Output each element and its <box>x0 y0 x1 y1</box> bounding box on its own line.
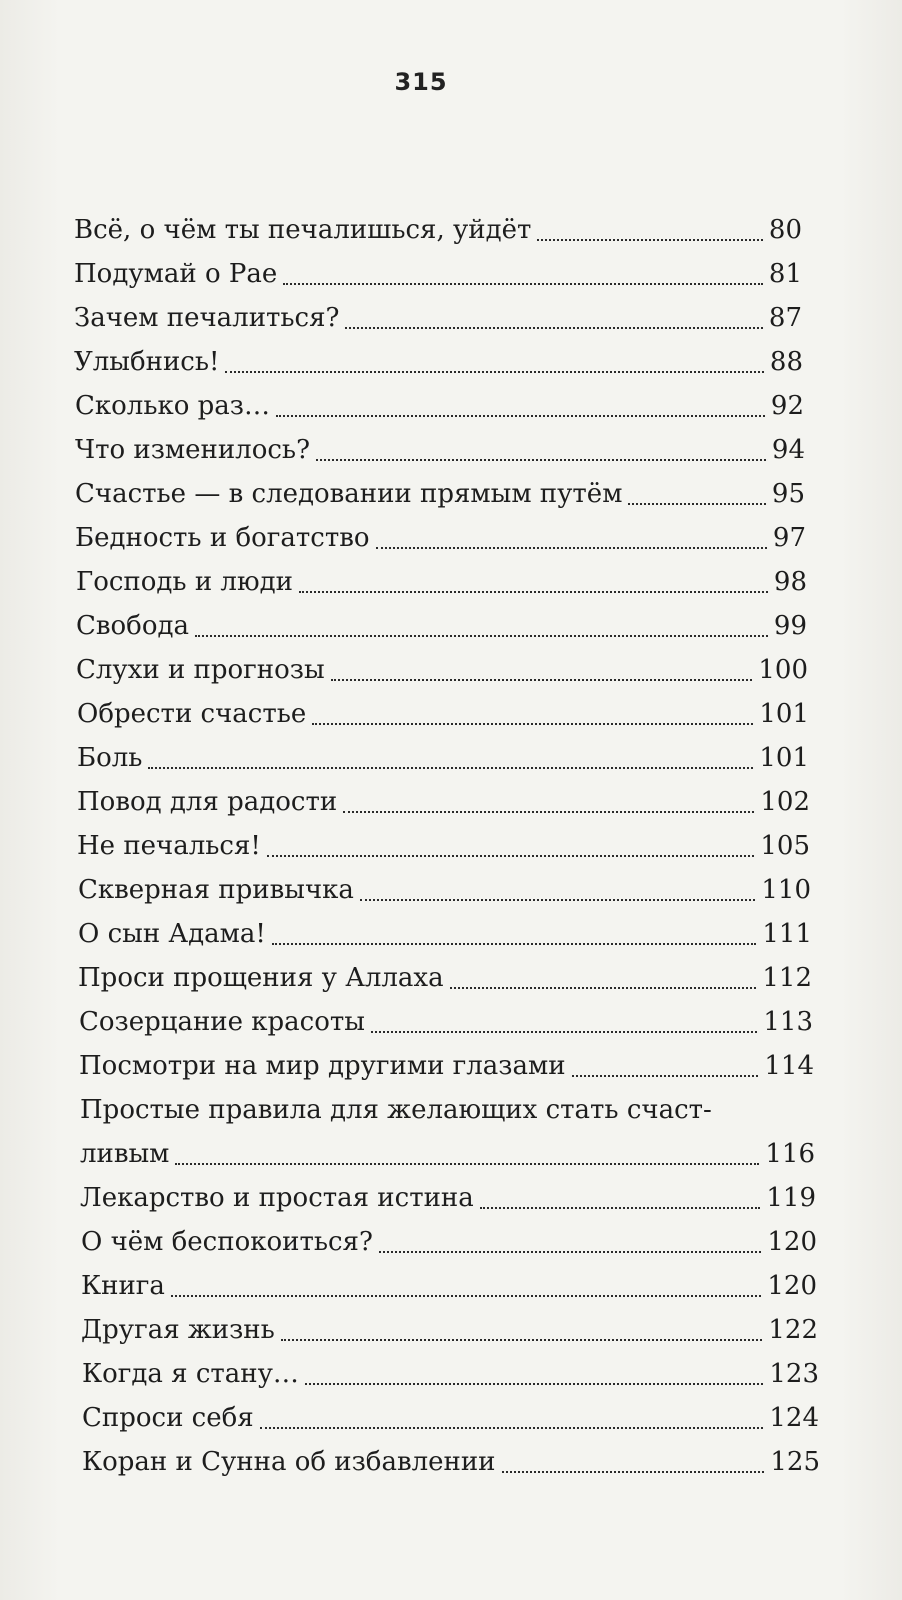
toc-entry-page: 100 <box>758 655 808 685</box>
dot-leader <box>312 723 753 725</box>
toc-entry-title: Проси прощения у Аллаха <box>78 963 444 993</box>
dot-leader <box>272 943 757 945</box>
toc-entry-title: Обрести счастье <box>77 699 307 729</box>
dot-leader <box>537 239 763 241</box>
toc-entry-title: Созерцание красоты <box>79 1007 365 1037</box>
toc-entry-title: Слухи и прогнозы <box>76 655 325 685</box>
toc-entry-page: 111 <box>762 919 812 949</box>
toc-entry-page: 116 <box>765 1139 815 1169</box>
dot-leader <box>267 855 755 857</box>
toc-entry <box>76 606 807 646</box>
toc-entry-page: 97 <box>772 523 806 553</box>
toc-entry <box>74 210 802 250</box>
dot-leader <box>628 503 765 505</box>
toc-entry-title: О сын Адама! <box>78 919 266 949</box>
toc-entry <box>82 1398 819 1438</box>
toc-entry <box>77 738 809 778</box>
toc-entry-title: Зачем печалиться? <box>74 303 340 333</box>
toc-entry-title: Подумай о Рае <box>74 259 278 289</box>
dot-leader <box>450 987 757 989</box>
toc-entry-title: Сколько раз… <box>75 391 270 421</box>
toc-entry-page: 98 <box>773 567 807 597</box>
toc-entry <box>74 342 803 382</box>
toc-entry-page: 120 <box>767 1271 817 1301</box>
toc-entry-page: 125 <box>770 1447 820 1477</box>
toc-entry <box>78 870 811 910</box>
toc-entry-page: 113 <box>763 1007 813 1037</box>
dot-leader <box>343 811 754 813</box>
dot-leader <box>316 459 766 461</box>
dot-leader <box>572 1075 759 1077</box>
toc-entry <box>74 298 802 338</box>
toc-entry-page: 114 <box>764 1051 814 1081</box>
dot-leader <box>379 1251 761 1253</box>
dot-leader <box>371 1031 757 1033</box>
toc-entry-page: 110 <box>761 875 811 905</box>
dot-leader <box>225 371 763 373</box>
toc-entry-page: 95 <box>771 479 805 509</box>
page-number: 315 <box>394 68 448 96</box>
toc-entry <box>79 1002 813 1042</box>
toc-entry <box>80 1134 815 1174</box>
toc-entry-page: 92 <box>770 391 804 421</box>
toc-entry-page: 81 <box>768 259 802 289</box>
dot-leader <box>281 1339 763 1341</box>
toc-entry-page: 105 <box>760 831 810 861</box>
dot-leader <box>502 1471 765 1473</box>
toc-entry <box>81 1310 818 1350</box>
toc-entry <box>76 650 808 690</box>
dot-leader <box>376 547 767 549</box>
toc-entry-page: 124 <box>769 1403 819 1433</box>
toc-entry-title: Скверная привычка <box>78 875 354 905</box>
toc-entry <box>79 1046 814 1086</box>
toc-entry-title: Что изменилось? <box>75 435 311 465</box>
toc-entry <box>77 782 810 822</box>
dot-leader <box>283 283 763 285</box>
toc-entry-title: Спроси себя <box>82 1403 254 1433</box>
toc-entry-title: Свобода <box>76 611 190 641</box>
dot-leader <box>305 1383 763 1385</box>
toc-entry-page: 94 <box>771 435 805 465</box>
toc-entry <box>75 518 806 558</box>
toc-entry <box>81 1266 817 1306</box>
toc-entry <box>75 430 805 470</box>
toc-entry <box>75 386 804 426</box>
toc-entry-title: О чём беспокоиться? <box>81 1227 373 1257</box>
toc-entry-page: 80 <box>768 215 802 245</box>
toc-entry <box>76 562 807 602</box>
toc-entry-title: Боль <box>77 743 143 773</box>
dot-leader <box>175 1163 759 1165</box>
dot-leader <box>360 899 755 901</box>
toc-entry <box>82 1442 820 1482</box>
toc-entry-page: 99 <box>773 611 807 641</box>
toc-entry <box>82 1354 819 1394</box>
toc-entry-title-line1: Простые правила для желающих стать счаст- <box>80 1095 712 1125</box>
dot-leader <box>148 767 753 769</box>
toc-entry <box>78 914 812 954</box>
toc-entry-title: Не печалься! <box>77 831 261 861</box>
toc-entry-page: 119 <box>766 1183 816 1213</box>
toc-entry-title: Улыбнись! <box>74 347 220 377</box>
toc-entry-page: 122 <box>768 1315 818 1345</box>
toc-entry <box>78 958 812 998</box>
dot-leader <box>480 1207 761 1209</box>
toc-entry-page: 88 <box>769 347 803 377</box>
toc-entry-page: 102 <box>760 787 810 817</box>
dot-leader <box>195 635 768 637</box>
toc-entry-title: Другая жизнь <box>81 1315 275 1345</box>
toc-entry-title: Посмотри на мир другими глазами <box>79 1051 566 1081</box>
toc-entry-page: 87 <box>768 303 802 333</box>
dot-leader <box>299 591 768 593</box>
toc-entry-title: Всё, о чём ты печалишься, уйдёт <box>74 215 532 245</box>
toc-entry-title: ливым <box>80 1139 170 1169</box>
toc-entry-title: Книга <box>81 1271 165 1301</box>
toc-entry-page: 101 <box>759 743 809 773</box>
dot-leader <box>171 1295 761 1297</box>
toc-entry-title: Лекарство и простая истина <box>80 1183 474 1213</box>
toc-entry <box>81 1222 817 1262</box>
toc-entry <box>74 254 802 294</box>
dot-leader <box>260 1427 764 1429</box>
toc-entry-title: Бедность и богатство <box>75 523 370 553</box>
toc-entry-title: Коран и Сунна об избавлении <box>82 1447 496 1477</box>
dot-leader <box>345 327 762 329</box>
toc-entry <box>80 1178 816 1218</box>
toc-entry-page: 101 <box>759 699 809 729</box>
toc-entry <box>75 474 805 514</box>
toc-entry-title: Счастье — в следовании прямым путём <box>75 479 623 509</box>
toc-entry <box>77 826 810 866</box>
toc-entry-title: Господь и люди <box>76 567 293 597</box>
toc-entry <box>77 694 809 734</box>
toc-entry-page: 112 <box>762 963 812 993</box>
toc-entry-title: Повод для радости <box>77 787 338 817</box>
toc-entry-page: 120 <box>767 1227 817 1257</box>
toc-entry-page: 123 <box>769 1359 819 1389</box>
toc-entry-title: Когда я стану… <box>82 1359 299 1389</box>
dot-leader <box>276 415 765 417</box>
dot-leader <box>331 679 753 681</box>
